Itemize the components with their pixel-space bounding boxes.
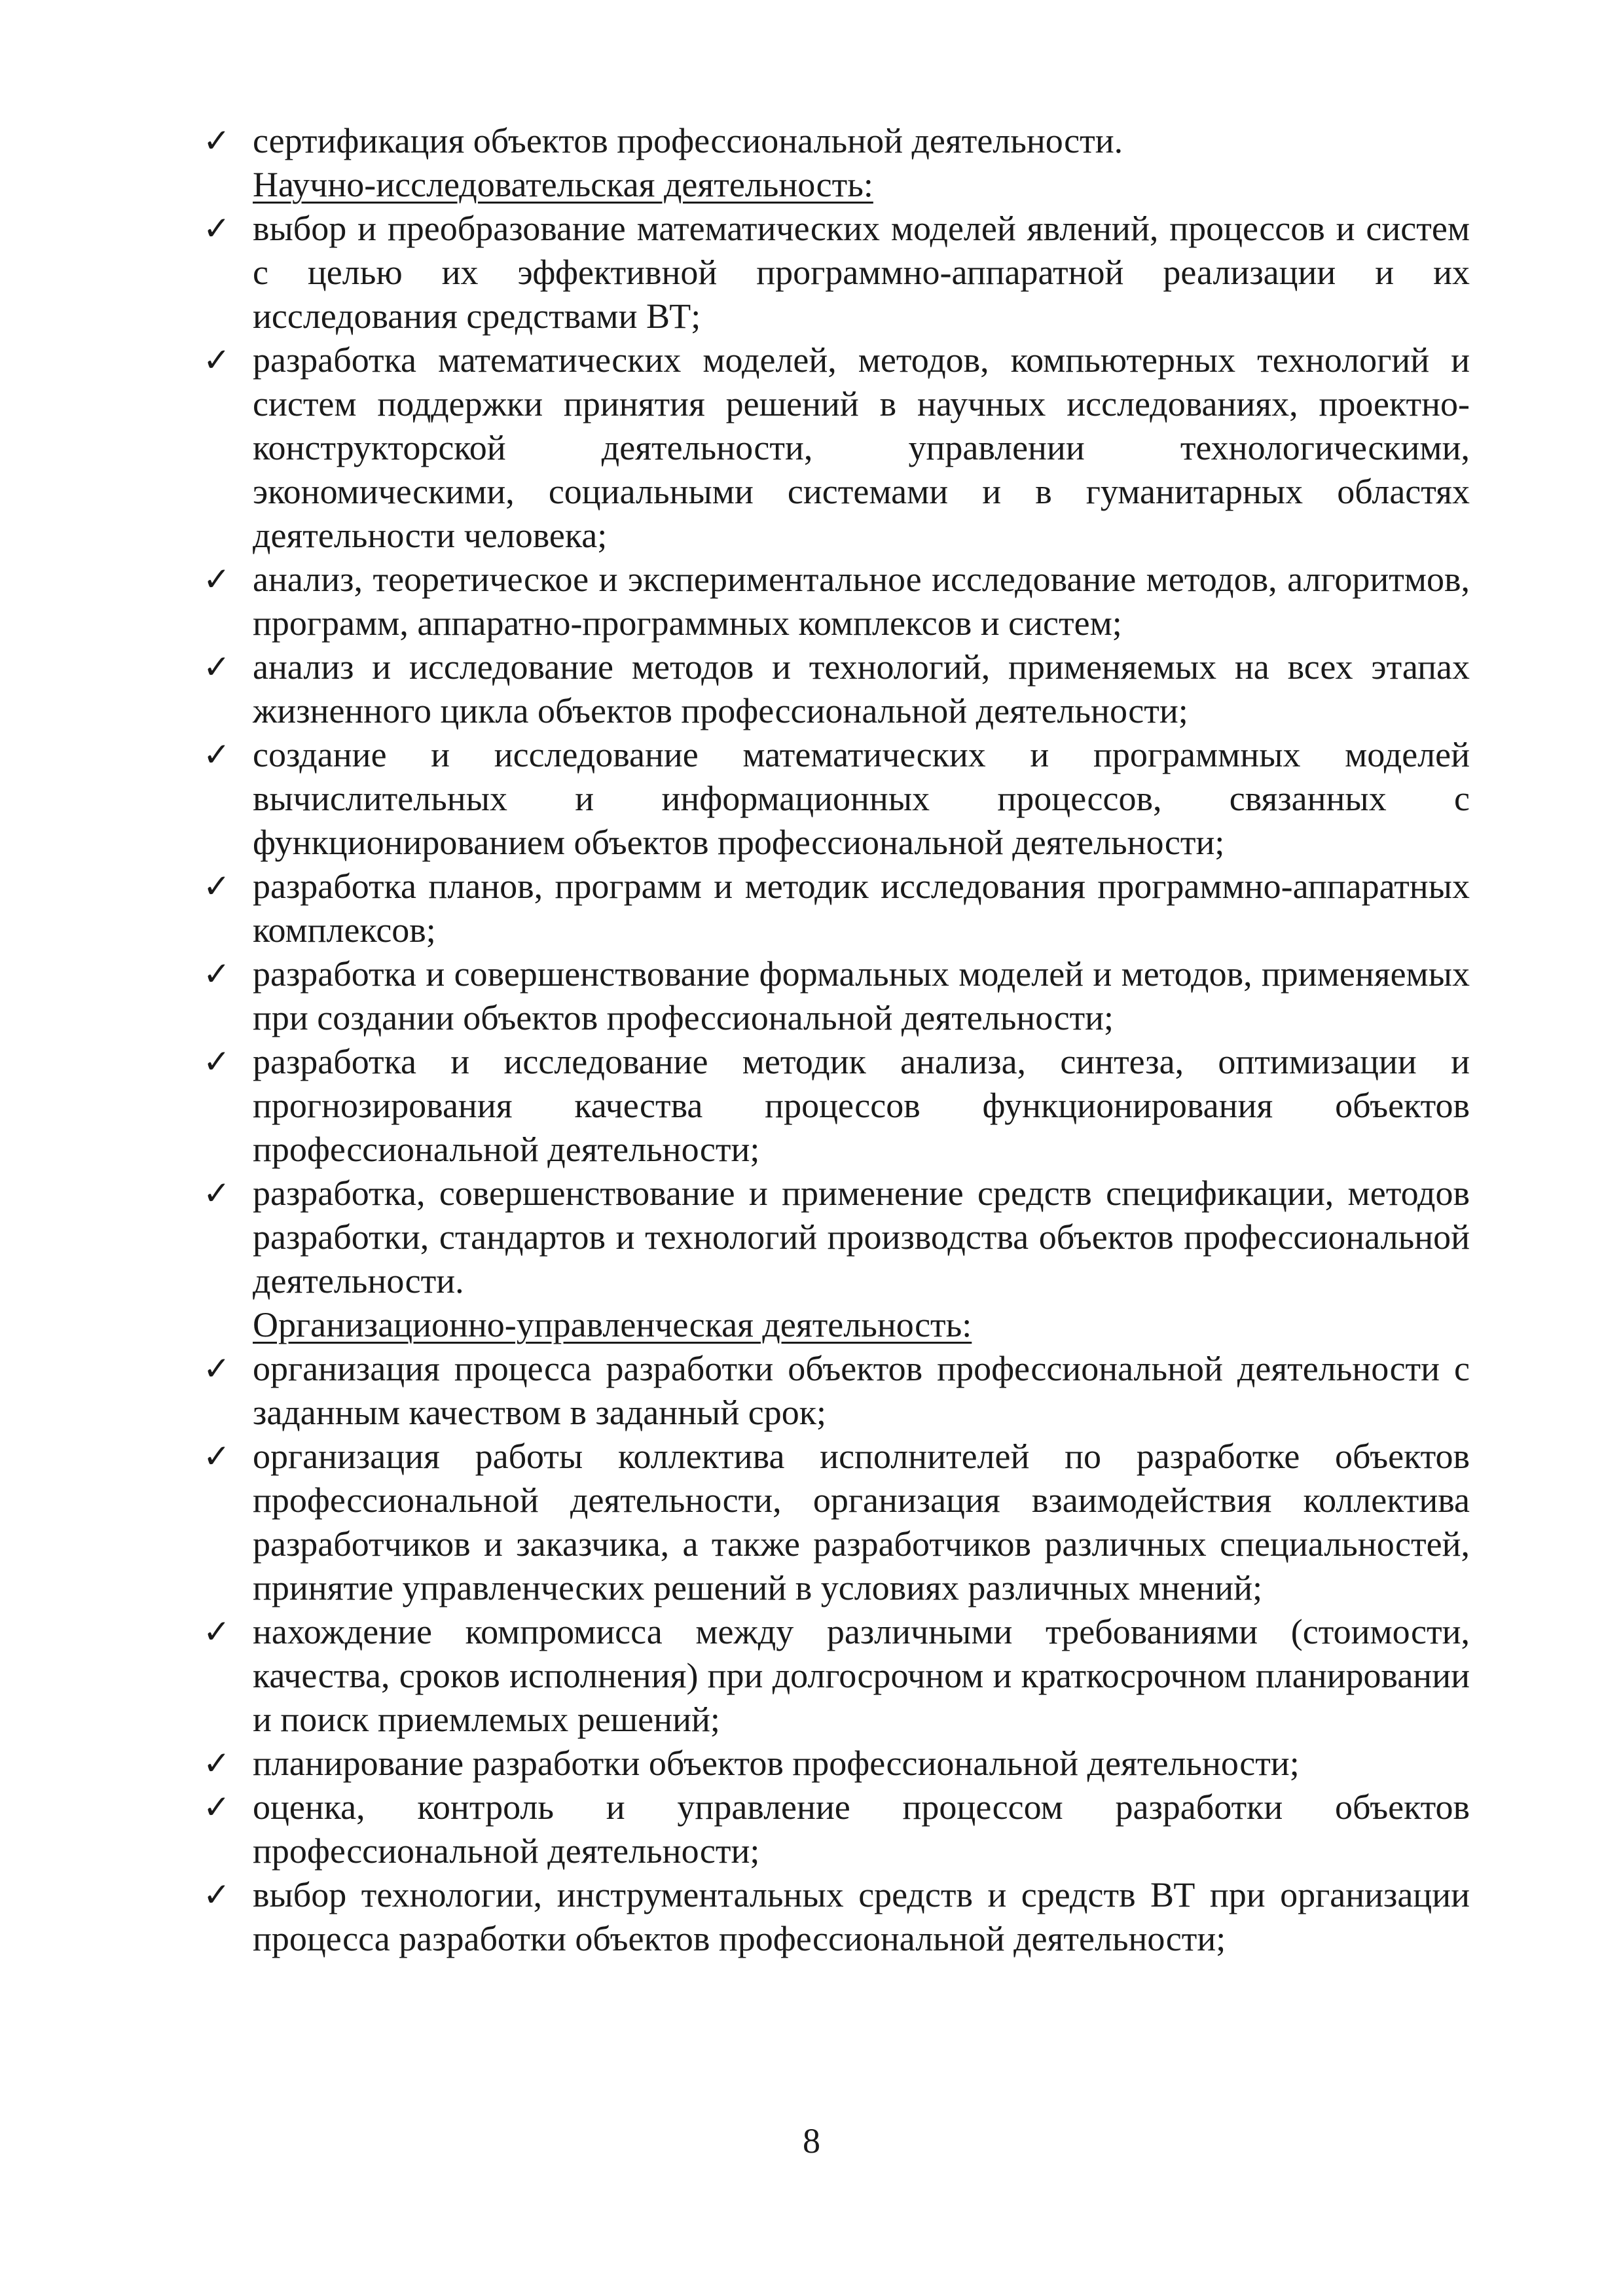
section-heading: Организационно-управленческая деятельность: xyxy=(253,1305,972,1344)
list-item xyxy=(190,865,1470,952)
check-mark-icon: ✓ xyxy=(203,122,230,160)
check-mark-icon: ✓ xyxy=(203,1043,230,1081)
check-mark-icon: ✓ xyxy=(203,648,230,686)
page-content xyxy=(190,119,1470,1961)
list-item xyxy=(190,1610,1470,1742)
list-item xyxy=(190,1742,1470,1785)
check-mark-icon: ✓ xyxy=(203,1437,230,1475)
list-item-text: создание и исследование математических и программных моделей вычислительных и информационных процессов, связанных с функционированием объектов профессиональной деятельности; xyxy=(253,735,1470,862)
list-item xyxy=(190,1785,1470,1873)
list-item-text: разработка планов, программ и методик исследования программно-аппаратных комплексов; xyxy=(253,867,1470,950)
list-item xyxy=(190,1873,1470,1961)
list-item xyxy=(190,952,1470,1040)
list-item xyxy=(190,733,1470,865)
list-item-text: разработка, совершенствование и применение средств спецификации, методов разработки, стандартов и технологий производства объектов профессиональной деятельности. xyxy=(253,1174,1470,1300)
list-item-text: разработка математических моделей, методов, компьютерных технологий и систем поддержки принятия решений в научных исследованиях, проектно-конструкторской деятельности, управлении технологическими, экономическими, социальными системами и в гуманитарных областях деятельности человека; xyxy=(253,340,1470,555)
list-item-text: выбор и преобразование математических моделей явлений, процессов и систем с целью их эффективной программно-аппаратной реализации и их исследования средствами ВТ; xyxy=(253,209,1470,336)
list-item-text: выбор технологии, инструментальных средств и средств ВТ при организации процесса разработки объектов профессиональной деятельности; xyxy=(253,1875,1470,1958)
page-number: 8 xyxy=(803,2121,820,2161)
list-item xyxy=(190,558,1470,645)
list-item-text: организация процесса разработки объектов профессиональной деятельности с заданным качеством в заданный срок; xyxy=(253,1349,1470,1432)
check-mark-icon: ✓ xyxy=(203,867,230,905)
list-item-text: анализ, теоретическое и экспериментальное исследование методов, алгоритмов, программ, аппаратно-программных комплексов и систем; xyxy=(253,560,1470,643)
list-item xyxy=(190,207,1470,338)
list-item xyxy=(190,1040,1470,1172)
check-mark-icon: ✓ xyxy=(203,736,230,774)
list-item-text: анализ и исследование методов и технологий, применяемых на всех этапах жизненного цикла объектов профессиональной деятельности; xyxy=(253,647,1470,730)
list-item-text: оценка, контроль и управление процессом разработки объектов профессиональной деятельности; xyxy=(253,1787,1470,1871)
check-mark-icon: ✓ xyxy=(203,1350,230,1388)
list-item xyxy=(190,1172,1470,1303)
list-item-text: планирование разработки объектов профессиональной деятельности; xyxy=(253,1744,1300,1783)
check-mark-icon: ✓ xyxy=(203,209,230,247)
check-mark-icon: ✓ xyxy=(203,1876,230,1914)
list-item xyxy=(190,645,1470,733)
check-mark-icon: ✓ xyxy=(203,1174,230,1212)
list-item-text: нахождение компромисса между различными требованиями (стоимости, качества, сроков исполнения) при долгосрочном и краткосрочном планировании и поиск приемлемых решений; xyxy=(253,1612,1470,1739)
list-item xyxy=(190,1435,1470,1610)
list-item xyxy=(190,338,1470,558)
list-item-text: разработка и совершенствование формальных моделей и методов, применяемых при создании объектов профессиональной деятельности; xyxy=(253,954,1470,1037)
list-item xyxy=(190,119,1470,163)
list-item xyxy=(190,1347,1470,1435)
list-item-text: разработка и исследование методик анализа, синтеза, оптимизации и прогнозирования качества процессов функционирования объектов профессиональной деятельности; xyxy=(253,1042,1470,1169)
check-mark-icon: ✓ xyxy=(203,1744,230,1782)
list-item-text: сертификация объектов профессиональной деятельности. xyxy=(253,121,1123,160)
check-mark-icon: ✓ xyxy=(203,1613,230,1651)
list-item-text: организация работы коллектива исполнителей по разработке объектов профессиональной деятельности, организация взаимодействия коллектива разработчиков и заказчика, а также разработчиков различных специальностей, принятие управленческих решений в условиях различных мнений; xyxy=(253,1437,1470,1607)
check-mark-icon: ✓ xyxy=(203,1788,230,1826)
check-mark-icon: ✓ xyxy=(203,560,230,598)
check-mark-icon: ✓ xyxy=(203,341,230,379)
check-mark-icon: ✓ xyxy=(203,955,230,993)
section-heading: Научно-исследовательская деятельность: xyxy=(253,165,873,204)
